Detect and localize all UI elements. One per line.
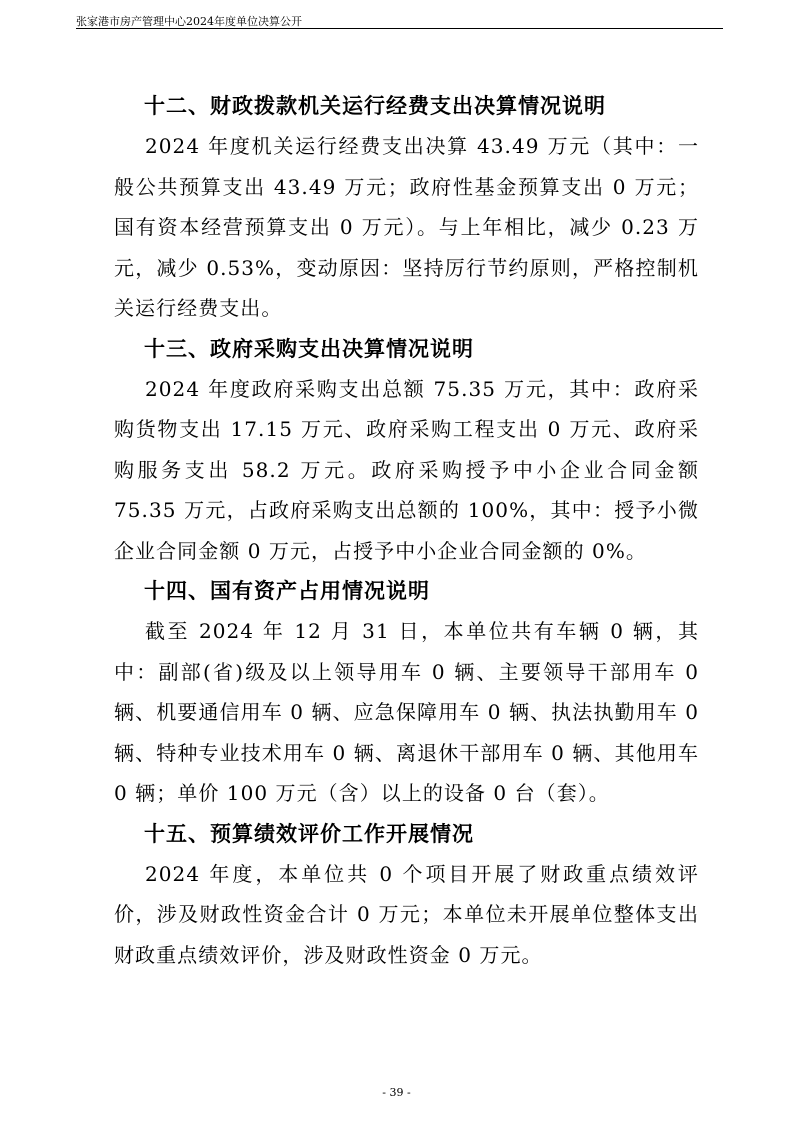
section-paragraph-13: 2024 年度政府采购支出总额 75.35 万元，其中：政府采购货物支出 17.15 万元、政府采购工程支出 0 万元、政府采购服务支出 58.2 万元。政府采购授予中小企业合同金额 75.35 万元，占政府采购支出总额的 100%，其中：授予小微企业合同金额 0 万元，占授予中小企业合同金额的 0%。 [114, 376, 699, 563]
section-heading-12: 十二、财政拨款机关运行经费支出决算情况说明 [144, 94, 606, 118]
section-heading-13: 十三、政府采购支出决算情况说明 [144, 336, 474, 361]
section-paragraph-12: 2024 年度机关运行经费支出决算 43.49 万元（其中：一般公共预算支出 43.49 万元；政府性基金预算支出 0 万元；国有资本经营预算支出 0 万元）。与上年相比，减少 0.23 万元，减少 0.53%，变动原因：坚持厉行节约原则，严格控制机关运行经费支出。 [114, 134, 699, 320]
section-paragraph-15: 2024 年度，本单位共 0 个项目开展了财政重点绩效评价，涉及财政性资金合计 0 万元；本单位未开展单位整体支出财政重点绩效评价，涉及财政性资金 0 万元。 [114, 861, 699, 967]
section-paragraph-14: 截至 2024 年 12 月 31 日，本单位共有车辆 0 辆，其中：副部(省)级及以上领导用车 0 辆、主要领导干部用车 0 辆、机要通信用车 0 辆、应急保障用车 0 辆、执法执勤用车 0 辆、特种专业技术用车 0 辆、离退休干部用车 0 辆、其他用车 0 辆；单价 100 万元（含）以上的设备 0 台（套）。 [114, 619, 699, 805]
page-number: - 39 - [382, 1086, 411, 1099]
document-body [114, 86, 699, 975]
section-heading-15: 十五、预算绩效评价工作开展情况 [144, 821, 474, 846]
section-heading-14: 十四、国有资产占用情况说明 [144, 579, 430, 603]
page-header [76, 10, 723, 29]
document-title: 张家港市房产管理中心2024年度单位决算公开 [76, 15, 302, 28]
